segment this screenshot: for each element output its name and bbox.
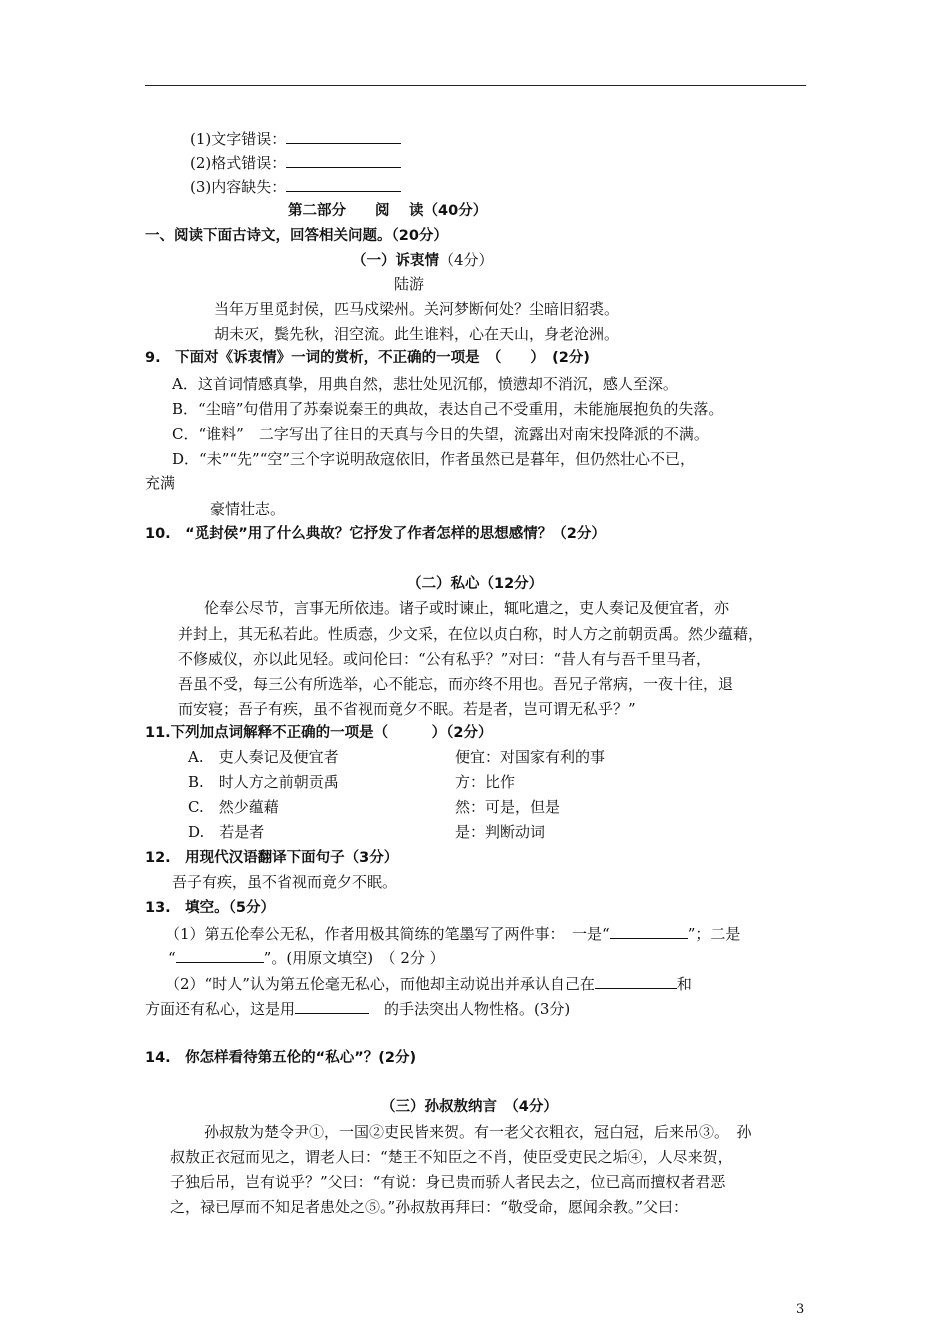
- blank-line[interactable]: [610, 923, 688, 939]
- q11-option-a: A. 吏人奏记及便宜者: [188, 748, 339, 766]
- poem-score: （4分）: [439, 251, 494, 269]
- header-rule: [145, 85, 806, 86]
- passage2-line: 吾虽不受，每三公有所选举，心不能忘，而亦终不用也。吾兄子常病，一夜十往，退: [178, 675, 734, 693]
- q9-option-a: A．这首词情感真挚，用典自然，悲壮处见沉郁，愤懑却不消沉，感人至深。: [172, 375, 678, 393]
- blank-line[interactable]: [286, 152, 401, 168]
- poem-line: 当年万里觅封侯，匹马戍梁州。关河梦断何处？尘暗旧貂裘。: [214, 300, 620, 318]
- q13-line3: （2）“时人”认为第五伦毫无私心，而他却主动说出并承认自己在 和: [165, 975, 692, 993]
- q9-option-b: B．“尘暗”句借用了苏秦说秦王的典故，表达自己不受重用，未能施展抱负的失落。: [172, 400, 724, 418]
- q11-explain-d: 是：判断动词: [455, 823, 546, 841]
- passage3-line: 之，禄已厚而不知足者患处之⑤。”孙叔敖再拜曰：“敬受命，愿闻余教。”父曰：: [170, 1198, 689, 1216]
- passage2-line: 而安寝；吾子有疾，虽不省视而竟夕不眠。若是者，岂可谓无私乎？”: [178, 700, 636, 718]
- item-content-missing: (3)内容缺失：: [190, 176, 401, 197]
- item-text-errors: (1)文字错误：: [190, 128, 401, 149]
- blank-line[interactable]: [295, 998, 369, 1014]
- page-number: 3: [796, 1302, 805, 1317]
- q11-option-c: C. 然少蕴藉: [188, 798, 279, 816]
- part-title: 第二部分 阅 读（40分）: [288, 203, 488, 219]
- poem-author: 陆游: [394, 275, 425, 293]
- blank-line[interactable]: [286, 128, 401, 144]
- blank-line[interactable]: [176, 947, 264, 963]
- poem-title: （一）诉衷情: [352, 253, 439, 269]
- q14-stem: 14. 你怎样看待第五伦的“私心”？(2分): [145, 1050, 417, 1066]
- item-format-errors: (2)格式错误：: [190, 152, 401, 173]
- q11-explain-b: 方：比作: [455, 773, 516, 791]
- q13-line2: “ ”。(用原文填空) （ 2分 ）: [168, 949, 445, 967]
- q9-option-d-cont: 充满: [145, 474, 176, 492]
- q13-stem: 13. 填空。（5分）: [145, 900, 276, 916]
- q11-explain-c: 然：可是，但是: [455, 798, 561, 816]
- q11-option-b: B. 时人方之前朝贡禹: [188, 773, 339, 791]
- passage3-title: （三）孙叔敖纳言 （4分）: [381, 1099, 558, 1115]
- passage3-line: 子独后吊，岂有说乎？”父曰：“有说：身已贵而骄人者民去之，位已高而擅权者君恶: [170, 1173, 726, 1191]
- poem-title-line: [352, 250, 494, 271]
- poem-line: 胡未灭，鬓先秋，泪空流。此生谁料，心在天山，身老沧洲。: [214, 325, 620, 343]
- q9-option-d-cont: 豪情壮志。: [210, 500, 286, 518]
- q12-stem: 12. 用现代汉语翻译下面句子（3分）: [145, 850, 399, 866]
- q9-option-c: C．“谁料” 二字写出了往日的天真与今日的失望，流露出对南宋投降派的不满。: [172, 425, 709, 443]
- passage2-title: （二）私心（12分）: [407, 576, 544, 592]
- q11-option-d: D. 若是者: [188, 823, 265, 841]
- q9-option-d: D．“未”“先”“空”三个字说明敌寇依旧，作者虽然已是暮年，但仍然壮心不已，: [172, 450, 696, 468]
- q13-line4: 方面还有私心，这是用 的手法突出人物性格。(3分): [145, 1000, 571, 1018]
- blank-line[interactable]: [286, 176, 401, 192]
- q13-line1: （1）第五伦奉公无私，作者用极其简练的笔墨写了两件事： 一是“ ”；二是: [165, 925, 741, 943]
- q10-stem: 10. “觅封侯”用了什么典故？它抒发了作者怎样的思想感情？（2分）: [145, 526, 606, 542]
- passage3-line: 叔敖正衣冠而见之，谓老人曰：“楚王不知臣之不肖，使臣受吏民之垢④，人尽来贺，: [170, 1148, 733, 1166]
- passage2-line: 不修威仪，亦以此见轻。或问伦曰：“公有私乎？”对曰：“昔人有与吾千里马者，: [178, 650, 712, 668]
- q11-explain-a: 便宜：对国家有利的事: [455, 748, 606, 766]
- q11-stem: 11.下列加点词解释不正确的一项是（ ）（2分）: [145, 725, 493, 741]
- section1-heading: 一、阅读下面古诗文，回答相关问题。（20分）: [145, 228, 448, 244]
- passage2-line: 伦奉公尽节，言事无所依违。诸子或时谏止，辄叱遣之，吏人奏记及便宜者，亦: [204, 599, 730, 617]
- passage3-line: 孙叔敖为楚令尹①，一国②吏民皆来贺。有一老父衣粗衣，冠白冠，后来吊③。 孙: [204, 1123, 752, 1141]
- q9-stem: 9. 下面对《诉衷情》一词的赏析，不正确的一项是 （ ） (2分): [145, 350, 590, 366]
- passage2-line: 并封上，其无私若此。性质悫，少文采，在位以贞白称，时人方之前朝贡禹。然少蕴藉，: [178, 625, 764, 643]
- blank-line[interactable]: [595, 973, 677, 989]
- q12-sentence: 吾子有疾，虽不省视而竟夕不眠。: [172, 873, 398, 891]
